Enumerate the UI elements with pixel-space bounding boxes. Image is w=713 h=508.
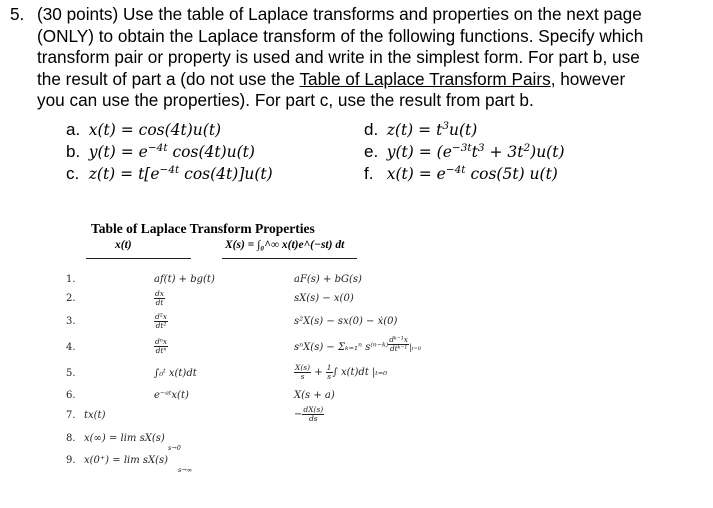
table-rule-left — [86, 258, 191, 259]
table-rule-right — [222, 258, 357, 259]
problem-line-1: (30 points) Use the table of Laplace transforms and properties on the next page — [37, 4, 642, 24]
problem-line-2: (ONLY) to obtain the Laplace transform of the following functions. Specify which — [37, 25, 644, 46]
problem-number: 5. — [10, 4, 25, 24]
table-pairs-reference: Table of Laplace Transform Pairs — [299, 68, 551, 89]
part-d: d. $z(t) = t^3u(t)$ — [364, 120, 478, 139]
part-c: c. $z(t) = t[e^{-4t}$ cos(4t)]u(t) — [66, 164, 273, 183]
problem-line-3: transform pair or property is used and write in the simplest form. For part b, use — [37, 47, 640, 68]
part-b: b. $y(t) = e^{-4t}$ cos(4t)u(t) — [66, 142, 255, 161]
table-header-xt: x(t) — [115, 239, 132, 251]
table-title: Table of Laplace Transform Properties — [91, 221, 315, 236]
part-e: e. $y(t) = (e^{-3t}t^3 + 3t^2)u(t)$ — [364, 142, 565, 161]
part-f: f. $x(t) = e^{-4t}$ cos(5t) u(t) — [364, 164, 558, 183]
table-header-Xs: X(s) = ∫₀^∞ x(t)e^(−st) dt — [225, 239, 345, 251]
problem-line-4: the result of part a (do not use the Table of Laplace Transform Pairs, however — [37, 68, 626, 89]
problem-line-5: you can use the properties). For part c, use the result from part b. — [37, 90, 534, 111]
part-a: a. x(t) = cos(4t)u(t) — [66, 120, 222, 139]
